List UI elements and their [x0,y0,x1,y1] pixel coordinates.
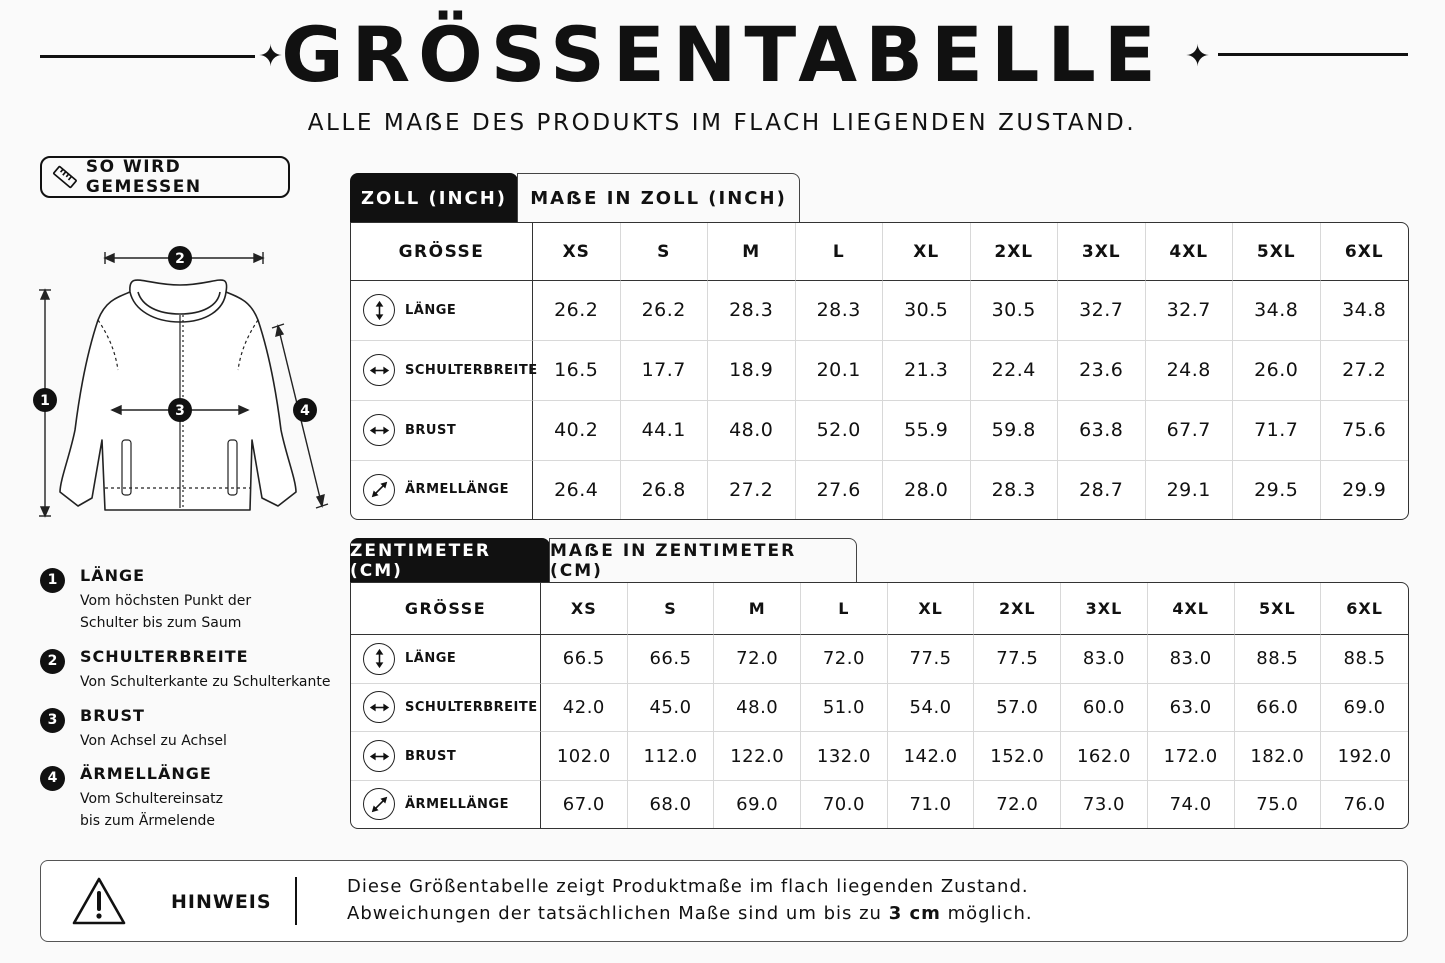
size-header: GRÖSSE [351,223,533,281]
vertical-arrow-icon [363,643,395,675]
size-column-header: XS [533,223,621,281]
value-cell: 69.0 [714,781,801,828]
measure-name: BRUST [405,748,457,764]
measure-label-cell [351,781,541,828]
value-cell: 152.0 [974,732,1061,781]
size-column-header: 4XL [1148,583,1235,635]
measure-name: LÄNGE [405,651,457,667]
value-cell: 75.6 [1321,401,1409,461]
value-cell: 26.0 [1233,341,1321,401]
value-cell: 75.0 [1235,781,1322,828]
measure-name: ÄRMELLÄNGE [405,796,509,812]
header-rule-right [1218,53,1408,56]
inch-size-table [350,222,1409,520]
value-cell: 40.2 [533,401,621,461]
value-cell: 17.7 [621,341,709,401]
value-cell: 72.0 [714,635,801,684]
value-cell: 72.0 [974,781,1061,828]
value-cell: 29.9 [1342,478,1387,501]
legend-number: 1 [40,568,65,593]
value-cell: 18.9 [708,341,796,401]
size-column-header: 5XL [1235,583,1322,635]
note-box [40,860,1408,942]
value-cell: 48.0 [714,684,801,733]
value-cell: 32.7 [1058,281,1146,341]
value-cell: 26.2 [621,281,709,341]
value-cell: 52.0 [796,401,884,461]
size-column-header: XL [883,223,971,281]
legend-description: Vom höchsten Punkt der Schulter bis zum Saum [80,593,252,631]
horizontal-arrow-icon [363,740,395,772]
size-column-header: XL [888,583,975,635]
legend-number: 2 [40,649,65,674]
ruler-icon [52,163,78,191]
size-column-header: 2XL [971,223,1059,281]
value-cell: 77.5 [974,635,1061,684]
value-cell: 29.1 [1146,461,1234,519]
note-line-1: Diese Größentabelle zeigt Produktmaße im flach liegenden Zustand. [347,876,1029,897]
value-cell: 27.2 [1321,341,1409,401]
tab-inch-label[interactable]: MAẞE IN ZOLL (INCH) [517,173,800,223]
size-column-header: S [628,583,715,635]
value-cell: 172.0 [1148,732,1235,781]
sparkle-right-icon: ✦ [1185,39,1211,74]
measure-label-cell [351,281,533,341]
size-column-header: M [714,583,801,635]
value-cell: 83.0 [1148,635,1235,684]
value-cell: 48.0 [708,401,796,461]
value-cell: 26.8 [621,461,709,519]
value-cell: 162.0 [1061,732,1148,781]
value-cell: 26.2 [533,281,621,341]
legend-title: BRUST [80,706,145,725]
value-cell: 42.0 [541,684,628,733]
value-cell: 29.5 [1233,461,1321,519]
hoodie-diagram [30,240,340,540]
size-column-header: 6XL [1321,223,1409,281]
legend-description: Von Achsel zu Achsel [80,733,227,749]
legend-number: 3 [40,708,65,733]
warning-icon [71,875,127,927]
size-column-header: 5XL [1233,223,1321,281]
value-cell: 76.0 [1343,793,1386,815]
diagonal-arrow-icon [363,474,395,506]
value-cell: 83.0 [1061,635,1148,684]
note-line-2 [347,903,1033,924]
value-cell: 30.5 [971,281,1059,341]
value-cell: 66.5 [628,635,715,684]
legend-number: 4 [40,766,65,791]
size-column-header: 3XL [1061,583,1148,635]
measure-label-cell [351,341,538,401]
value-cell: 112.0 [628,732,715,781]
value-cell: 67.7 [1146,401,1234,461]
value-cell: 102.0 [541,732,628,781]
measure-name: ÄRMELLÄNGE [405,482,509,498]
value-cell: 71.7 [1233,401,1321,461]
value-cell: 20.1 [796,341,884,401]
value-cell: 88.5 [1235,635,1322,684]
marker-4-label: 4 [300,403,310,419]
legend-item-schulterbreite [40,647,340,697]
value-cell: 45.0 [628,684,715,733]
marker-3-label: 3 [175,403,185,419]
legend-item-brust [40,706,340,756]
note-divider [295,877,297,925]
how-to-measure-badge [40,156,290,198]
value-cell: 55.9 [883,401,971,461]
value-cell: 77.5 [888,635,975,684]
value-cell: 59.8 [971,401,1059,461]
value-cell: 16.5 [533,341,621,401]
value-cell: 74.0 [1148,781,1235,828]
value-cell: 23.6 [1058,341,1146,401]
measure-name: LÄNGE [405,302,457,318]
value-cell: 54.0 [888,684,975,733]
value-cell: 70.0 [801,781,888,828]
value-cell: 72.0 [801,635,888,684]
measure-label-cell [351,684,541,733]
measure-label-cell [351,401,533,461]
note-line-2-highlight: 3 cm [888,903,941,924]
value-cell: 28.3 [796,281,884,341]
value-cell: 63.8 [1058,401,1146,461]
value-cell: 57.0 [974,684,1061,733]
tab-cm-label[interactable]: MAẞE IN ZENTIMETER (CM) [549,538,857,583]
value-cell: 71.0 [888,781,975,828]
sparkle-left-icon: ✦ [258,39,284,74]
cm-size-table [350,582,1409,829]
value-cell: 68.0 [628,781,715,828]
value-cell: 28.3 [971,461,1059,519]
tab-cm[interactable]: ZENTIMETER (CM) [350,538,550,583]
legend-title: ÄRMELLÄNGE [80,764,212,783]
value-cell: 28.0 [883,461,971,519]
measure-label-cell [351,635,541,684]
value-cell: 28.3 [708,281,796,341]
size-column-header: L [801,583,888,635]
value-cell: 26.4 [533,461,621,519]
tab-inch[interactable]: ZOLL (INCH) [350,173,518,223]
value-cell: 192.0 [1321,732,1408,781]
value-cell: 60.0 [1061,684,1148,733]
legend-item-aermellaenge [40,764,340,834]
value-cell: 24.8 [1146,341,1234,401]
value-cell: 27.6 [796,461,884,519]
horizontal-arrow-icon [363,414,395,446]
legend-title: LÄNGE [80,566,146,585]
legend-description: Von Schulterkante zu Schulterkante [80,674,331,690]
size-column-header: 3XL [1058,223,1146,281]
value-cell: 27.2 [708,461,796,519]
table-row [351,684,1408,733]
size-header: GRÖSSE [351,583,541,635]
size-column-header: S [621,223,709,281]
value-cell: 132.0 [801,732,888,781]
value-cell: 34.8 [1233,281,1321,341]
measure-name: SCHULTERBREITE [405,699,538,715]
horizontal-arrow-icon [363,691,395,723]
size-column-header: XS [541,583,628,635]
note-line-2-end: möglich. [940,903,1033,924]
value-cell: 22.4 [971,341,1059,401]
table-row [351,732,1408,781]
legend-description: Vom Schultereinsatz bis zum Ärmelende [80,791,224,829]
marker-2-label: 2 [175,251,185,267]
vertical-arrow-icon [363,294,395,326]
measure-label-cell [351,732,541,781]
value-cell: 34.8 [1321,281,1409,341]
size-column-header: 4XL [1146,223,1234,281]
note-line-2-text: Abweichungen der tatsächlichen Maße sind um bis zu [347,903,889,924]
table-row [351,341,1408,401]
value-cell: 73.0 [1061,781,1148,828]
value-cell: 63.0 [1148,684,1235,733]
value-cell: 30.5 [883,281,971,341]
value-cell: 142.0 [888,732,975,781]
size-column-header: M [708,223,796,281]
table-row [351,635,1408,684]
size-column-header: L [796,223,884,281]
horizontal-arrow-icon [363,354,395,386]
table-row [351,461,1408,519]
measure-name: BRUST [405,422,457,438]
page-subtitle: ALLE MAẞE DES PRODUKTS IM FLACH LIEGENDEN ZUSTAND. [307,110,1137,136]
value-cell: 32.7 [1146,281,1234,341]
value-cell: 21.3 [883,341,971,401]
value-cell: 28.7 [1058,461,1146,519]
size-column-header: 2XL [974,583,1061,635]
value-cell: 69.0 [1321,684,1408,733]
value-cell: 51.0 [801,684,888,733]
size-column-header: 6XL [1321,583,1408,635]
value-cell: 66.5 [541,635,628,684]
how-to-measure-label: SO WIRD GEMESSEN [85,157,202,197]
table-row [351,281,1408,341]
note-label: HINWEIS [171,891,272,913]
value-cell: 122.0 [714,732,801,781]
page-title: GRÖSSENTABELLE [281,10,1164,99]
measure-label-cell [351,461,533,519]
value-cell: 67.0 [541,781,628,828]
table-row [351,401,1408,461]
value-cell: 88.5 [1321,635,1408,684]
legend-title: SCHULTERBREITE [80,647,249,666]
value-cell: 182.0 [1235,732,1322,781]
legend-item-laenge [40,566,340,636]
marker-1-label: 1 [40,393,50,409]
diagonal-arrow-icon [363,788,395,820]
value-cell: 66.0 [1235,684,1322,733]
table-row [351,781,1408,828]
value-cell: 44.1 [621,401,709,461]
measure-name: SCHULTERBREITE [405,362,538,378]
